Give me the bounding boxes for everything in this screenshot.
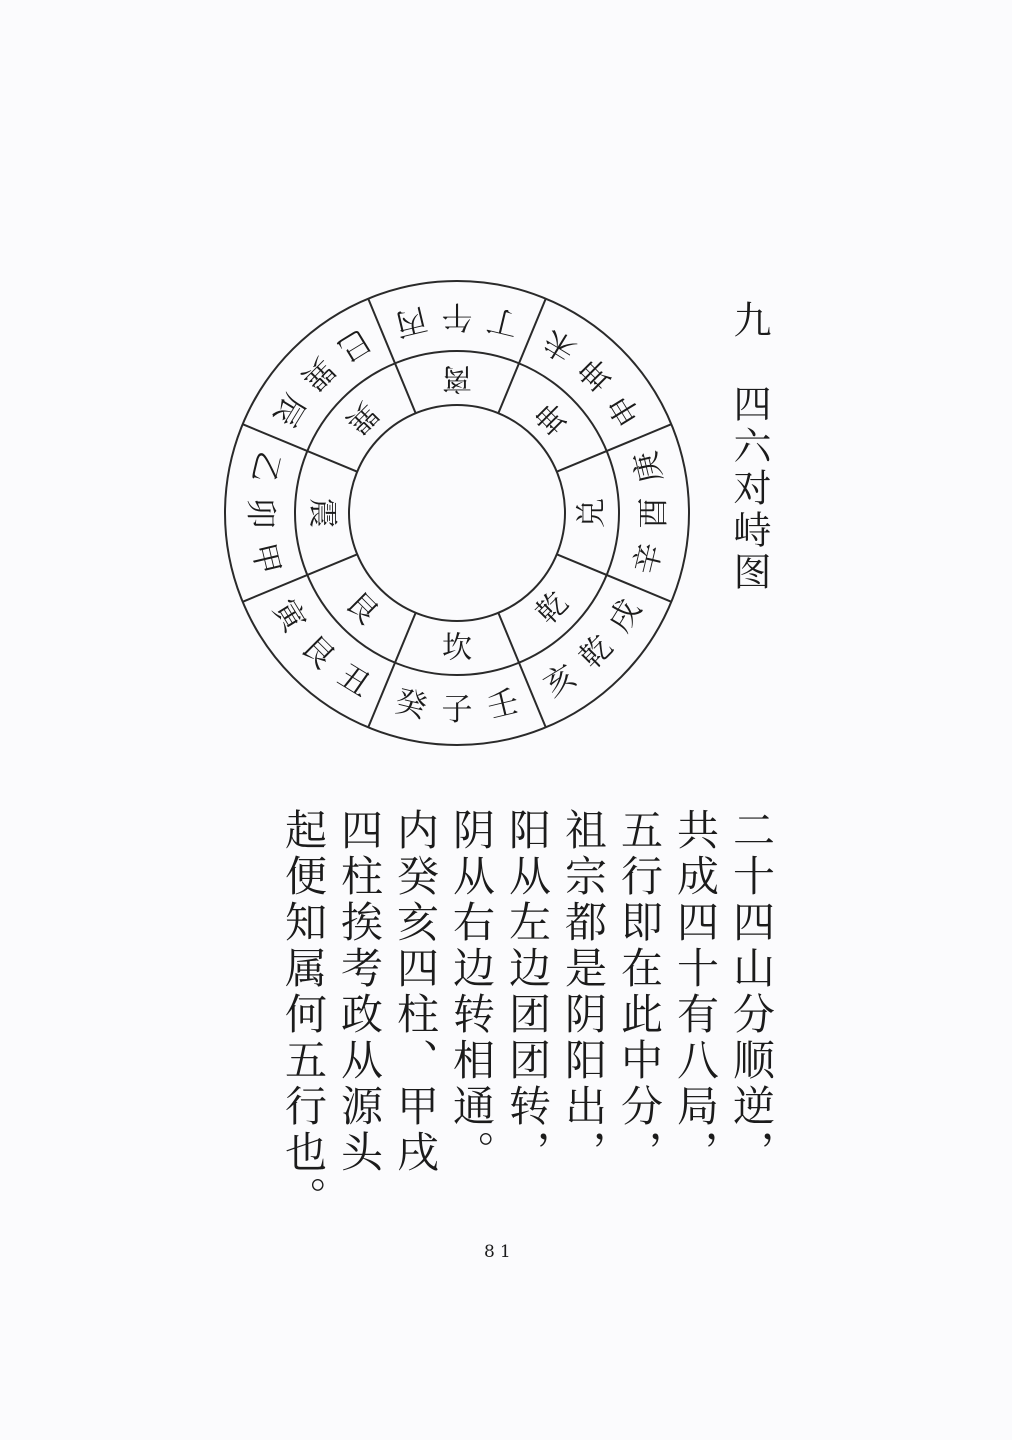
outer-ring-label: 乾 — [572, 628, 620, 676]
outer-ring-label: 甲 — [244, 539, 287, 579]
outer-ring-label: 亥 — [537, 657, 583, 705]
verse-line: 阳从左边团团转， — [503, 808, 552, 1176]
outer-ring-label: 辛 — [627, 539, 670, 579]
verse-line: 四柱挨考政从源头 — [335, 808, 384, 1176]
inner-ring-label: 离 — [442, 360, 472, 396]
inner-ring-label: 兑 — [574, 498, 610, 528]
outer-ring-label: 酉 — [636, 497, 672, 529]
outer-ring-label: 庚 — [627, 447, 670, 487]
twenty-four-mountains-wheel — [222, 278, 692, 748]
outer-ring-label: 巽 — [294, 350, 342, 398]
inner-circle — [349, 405, 565, 621]
outer-ring-label: 丁 — [483, 300, 523, 343]
outer-ring-label: 乙 — [244, 447, 287, 487]
inner-ring-label: 巽 — [338, 394, 385, 441]
outer-ring-label: 巳 — [331, 321, 377, 369]
outer-ring-label: 壬 — [483, 683, 523, 726]
page-title: 九 四六对峙图 — [727, 300, 771, 594]
verse-line: 五行即在此中分， — [615, 808, 664, 1176]
outer-ring-label: 戌 — [601, 593, 649, 639]
outer-ring-label: 癸 — [391, 683, 431, 726]
inner-ring-label: 艮 — [338, 585, 385, 632]
verse-line: 祖宗都是阴阳出， — [559, 808, 608, 1176]
outer-ring-label: 卯 — [242, 497, 278, 529]
outer-ring-label: 子 — [441, 692, 473, 728]
inner-ring-label: 震 — [304, 498, 340, 528]
inner-ring-label: 坤 — [529, 394, 576, 441]
outer-ring-label: 未 — [537, 321, 583, 369]
page-number: 81 — [484, 1242, 516, 1262]
outer-ring-label: 丑 — [331, 657, 377, 705]
outer-ring-label: 午 — [441, 298, 473, 334]
verse-line: 内癸亥四柱、甲戌 — [391, 808, 440, 1176]
outer-ring-label: 辰 — [265, 387, 313, 433]
middle-circle — [295, 351, 619, 675]
outer-ring-label: 寅 — [265, 593, 313, 639]
outer-ring-label: 丙 — [391, 300, 431, 343]
outer-ring-label: 艮 — [294, 628, 342, 676]
inner-ring-label: 乾 — [529, 585, 576, 632]
inner-ring-label: 坎 — [442, 630, 472, 666]
verse-line: 二十四山分顺逆， — [727, 808, 776, 1176]
verse-line: 共成四十有八局， — [671, 808, 720, 1176]
outer-ring-label: 坤 — [572, 350, 620, 398]
verse-line: 起便知属何五行也。 — [279, 808, 328, 1222]
verse-line: 阴从右边转相通。 — [447, 808, 496, 1176]
outer-ring-label: 申 — [601, 387, 649, 433]
